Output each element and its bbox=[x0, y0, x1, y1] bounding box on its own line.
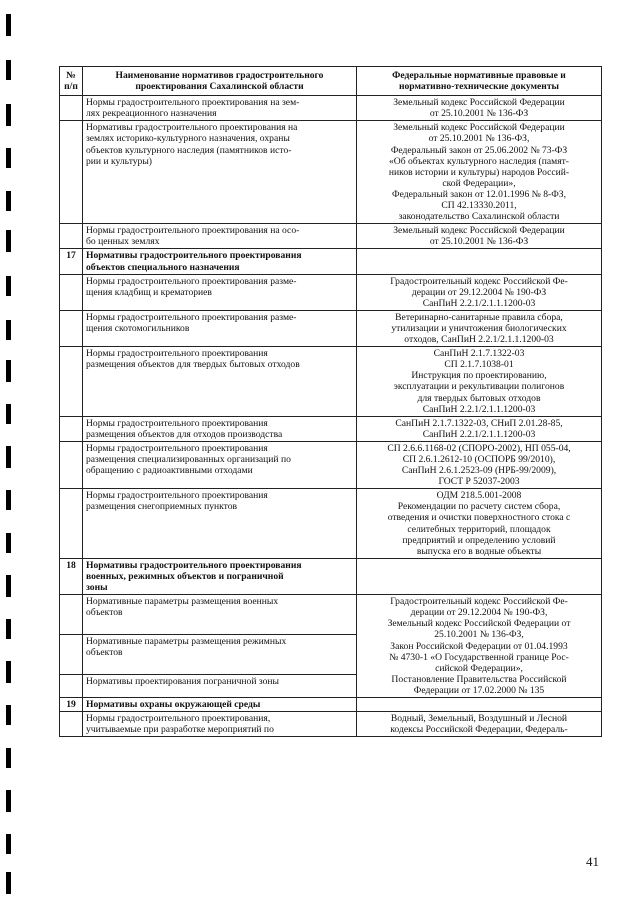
federal-documents bbox=[357, 558, 602, 594]
document-line: Земельный кодекс Российской Федерации bbox=[393, 225, 565, 237]
binding-mark bbox=[6, 661, 11, 683]
document-line: СП 2.1.7.1038-01 bbox=[444, 359, 514, 371]
norm-name bbox=[83, 347, 357, 417]
binding-mark bbox=[6, 575, 11, 597]
table-header-row bbox=[60, 67, 602, 96]
binding-mark bbox=[6, 148, 11, 168]
norm-name bbox=[83, 635, 357, 675]
federal-documents bbox=[357, 96, 602, 121]
norm-name-line: объектов специального назначения bbox=[86, 261, 240, 273]
row-number bbox=[60, 224, 83, 249]
row-number: 17 bbox=[60, 249, 83, 274]
document-line: Земельный кодекс Российской Федерации от bbox=[387, 618, 571, 630]
section-row bbox=[60, 249, 602, 274]
table-row bbox=[60, 224, 602, 249]
document-line: ГОСТ Р 52037-2003 bbox=[438, 476, 520, 488]
document-line: СП 2.6.1.2612-10 (ОСПОРБ 99/2010), bbox=[402, 454, 556, 465]
document-line: Земельный кодекс Российской Федерации bbox=[393, 97, 565, 109]
norm-name-line: Нормы градостроительного проектирования bbox=[86, 348, 268, 360]
norm-name bbox=[83, 96, 357, 121]
norm-name-line: Нормативы градостроительного проектирования на bbox=[86, 122, 298, 134]
norm-name-line: Нормативные параметры размещения военных bbox=[86, 596, 279, 608]
row-number bbox=[60, 121, 83, 224]
norm-name-line: Нормативы проектирования пограничной зоны bbox=[86, 676, 279, 688]
norm-name-line: Нормативы градостроительного проектирования bbox=[86, 559, 302, 571]
document-line: сийской Федерации», bbox=[435, 662, 523, 674]
norm-name bbox=[83, 441, 357, 488]
norm-name-line: Нормы градостроительного проектирования bbox=[86, 417, 268, 429]
federal-documents bbox=[357, 224, 602, 249]
binding-mark bbox=[6, 619, 11, 639]
row-number bbox=[60, 675, 83, 698]
document-line: Градостроительный кодекс Российской Фе- bbox=[390, 275, 568, 287]
binding-mark bbox=[6, 790, 11, 812]
row-number: 18 bbox=[60, 558, 83, 594]
document-line: СанПиН 2.2.1/2.1.1.1200-03 bbox=[422, 428, 536, 440]
document-line: предприятий и определению условий bbox=[402, 534, 556, 546]
federal-documents bbox=[357, 121, 602, 224]
norm-name-line: бо ценных землях bbox=[86, 236, 160, 248]
binding-mark bbox=[6, 104, 11, 126]
document-line: от 25.10.2001 № 136-ФЗ bbox=[429, 236, 529, 248]
document-line: СП 42.13330.2011, bbox=[441, 200, 517, 212]
table-row bbox=[60, 121, 602, 224]
row-number bbox=[60, 489, 83, 559]
binding-mark bbox=[6, 230, 11, 252]
binding-mark bbox=[6, 14, 11, 36]
document-line: отходов, СанПиН 2.2.1/2.1.1.1200-03 bbox=[404, 334, 554, 346]
document-line: Закон Российской Федерации от 01.04.1993 bbox=[390, 640, 568, 652]
document-line: СанПиН 2.2.1/2.1.1.1200-03 bbox=[422, 403, 536, 415]
binding-mark bbox=[6, 748, 11, 768]
document-line: кодексы Российской Федерации, Федераль- bbox=[390, 724, 568, 736]
federal-documents bbox=[357, 697, 602, 711]
norm-name-line: Нормы градостроительного проектирования разме- bbox=[86, 311, 297, 323]
document-line: от 25.10.2001 № 136-ФЗ, bbox=[428, 133, 530, 145]
norm-name bbox=[83, 310, 357, 346]
norm-name bbox=[83, 416, 357, 441]
row-number bbox=[60, 595, 83, 635]
regulations-table bbox=[59, 66, 602, 737]
document-line: для твердых бытовых отходов bbox=[417, 392, 541, 404]
section-title bbox=[83, 558, 357, 594]
norm-name-line: размещения специализированных организаций по bbox=[86, 454, 291, 465]
document-line: отведения и очистки поверхностного стока с bbox=[387, 512, 571, 524]
federal-documents bbox=[357, 595, 602, 698]
norm-name-line: рии и культуры) bbox=[86, 155, 152, 167]
document-line: Рекомендации по расчету систем сбора, bbox=[397, 501, 561, 513]
table-row bbox=[60, 441, 602, 488]
document-line: дерации от 29.12.2004 № 190-ФЗ bbox=[411, 286, 547, 298]
norm-name-line: лях рекреационного назначения bbox=[86, 108, 217, 120]
section-title bbox=[83, 697, 357, 711]
row-number bbox=[60, 712, 83, 737]
federal-documents bbox=[357, 712, 602, 737]
document-line: Градостроительный кодекс Российской Фе- bbox=[390, 596, 568, 608]
federal-documents bbox=[357, 310, 602, 346]
norm-name-line: Нормы градостроительного проектирования, bbox=[86, 713, 271, 725]
binding-mark bbox=[6, 191, 11, 211]
document-line: 25.10.2001 № 136-ФЗ, bbox=[434, 629, 524, 641]
document-line: ников истории и культуры) народов Россий- bbox=[388, 166, 570, 178]
row-number bbox=[60, 310, 83, 346]
norm-name bbox=[83, 121, 357, 224]
norm-name bbox=[83, 274, 357, 310]
table-body bbox=[60, 96, 602, 737]
federal-documents bbox=[357, 274, 602, 310]
header-number: № п/п bbox=[60, 67, 83, 96]
row-number bbox=[60, 416, 83, 441]
table-row bbox=[60, 489, 602, 559]
page-number: 41 bbox=[586, 854, 599, 869]
norm-name-line: щения кладбищ и крематориев bbox=[86, 286, 212, 298]
norm-name-line: Нормы градостроительного проектирования bbox=[86, 442, 268, 454]
document-line: выпуска его в водные объекты bbox=[416, 545, 542, 557]
norm-name-line: Нормы градостроительного проектирования bbox=[86, 490, 268, 502]
document-line: утилизации и уничтожения биологических bbox=[391, 322, 567, 334]
norm-name-line: Нормы градостроительного проектирования на осо- bbox=[86, 225, 300, 237]
document-line: ОДМ 218.5.001-2008 bbox=[436, 490, 522, 502]
row-number bbox=[60, 96, 83, 121]
document-line: СП 2.6.6.1168-02 (СПОРО-2002), НП 055-04, bbox=[387, 442, 571, 454]
header-documents: Федеральные нормативные правовые и нормативно-технические документы bbox=[357, 67, 602, 96]
document-line: законодательство Сахалинской области bbox=[398, 211, 560, 223]
document-line: Федеральный закон от 12.01.1996 № 8-ФЗ, bbox=[392, 188, 566, 200]
document-line: Постановление Правительства Российской bbox=[391, 673, 567, 685]
section-row bbox=[60, 697, 602, 711]
row-number bbox=[60, 441, 83, 488]
norm-name-line: щения скотомогильников bbox=[86, 322, 190, 334]
header-name: Наименование нормативов градостроительного проектирования Сахалинской области bbox=[83, 67, 357, 96]
binding-mark bbox=[6, 872, 11, 894]
norm-name bbox=[83, 224, 357, 249]
norm-name-line: размещения объектов для отходов производства bbox=[86, 428, 283, 440]
norm-name bbox=[83, 489, 357, 559]
document-line: «Об объектах культурного наследия (памят- bbox=[389, 155, 569, 167]
binding-mark bbox=[6, 490, 11, 510]
norm-name-line: Нормативы охраны окружающей среды bbox=[86, 698, 261, 710]
table-row bbox=[60, 96, 602, 121]
federal-documents bbox=[357, 249, 602, 274]
row-number bbox=[60, 274, 83, 310]
document-line: от 25.10.2001 № 136-ФЗ bbox=[429, 108, 529, 120]
document-line: селитебных территорий, площадок bbox=[407, 523, 551, 535]
binding-mark bbox=[6, 404, 11, 424]
federal-documents bbox=[357, 347, 602, 417]
document-line: Водный, Земельный, Воздушный и Лесной bbox=[390, 713, 568, 725]
norm-name-line: размещения объектов для твердых бытовых отходов bbox=[86, 359, 300, 371]
table-row bbox=[60, 347, 602, 417]
document-line: СанПиН 2.6.1.2523-09 (НРБ-99/2009), bbox=[401, 465, 557, 477]
norm-name-line: землях историко-культурного назначения, охраны bbox=[86, 133, 290, 145]
norm-name-line: объектов bbox=[86, 607, 123, 619]
table-row bbox=[60, 595, 602, 635]
table-row bbox=[60, 712, 602, 737]
federal-documents bbox=[357, 416, 602, 441]
binding-mark bbox=[6, 320, 11, 340]
document-line: Федеральный закон от 25.06.2002 № 73-ФЗ bbox=[390, 144, 568, 156]
norm-name bbox=[83, 595, 357, 635]
federal-documents bbox=[357, 489, 602, 559]
norm-name-line: учитываемые при разработке мероприятий по bbox=[86, 724, 274, 736]
federal-documents bbox=[357, 441, 602, 488]
document-line: Ветеринарно-санитарные правила сбора, bbox=[395, 311, 563, 323]
document-line: дерации от 29.12.2004 № 190-ФЗ, bbox=[410, 607, 548, 619]
norm-name-line: Нормы градостроительного проектирования разме- bbox=[86, 275, 297, 287]
document-line: СанПиН 2.1.7.1322-03 bbox=[433, 348, 525, 360]
document-line: СанПиН 2.2.1/2.1.1.1200-03 bbox=[422, 297, 536, 309]
norm-name-line: Нормативные параметры размещения режимных bbox=[86, 636, 287, 648]
binding-mark bbox=[6, 276, 11, 296]
table-row bbox=[60, 310, 602, 346]
document-line: СанПиН 2.1.7.1322-03, СНиП 2.01.28-85, bbox=[395, 417, 563, 429]
document-line: ской Федерации», bbox=[442, 177, 516, 189]
row-number: 19 bbox=[60, 697, 83, 711]
norm-name-line: обращению с радиоактивными отходами bbox=[86, 465, 253, 477]
row-number bbox=[60, 635, 83, 675]
norm-name bbox=[83, 675, 357, 698]
table-row bbox=[60, 274, 602, 310]
norm-name-line: зоны bbox=[86, 582, 108, 594]
norm-name-line: Нормативы градостроительного проектирования bbox=[86, 250, 302, 262]
binding-mark bbox=[6, 60, 11, 80]
document-line: № 4730-1 «О Государственной границе Рос- bbox=[389, 651, 569, 663]
regulations-table-container bbox=[59, 66, 601, 737]
norm-name-line: объектов культурного наследия (памятников исто- bbox=[86, 144, 292, 156]
binding-mark bbox=[6, 360, 11, 382]
norm-name bbox=[83, 712, 357, 737]
row-number bbox=[60, 347, 83, 417]
binding-mark bbox=[6, 705, 11, 725]
binding-mark bbox=[6, 533, 11, 553]
document-line: эксплуатации и рекультивации полигонов bbox=[393, 381, 565, 393]
norm-name-line: объектов bbox=[86, 647, 123, 659]
norm-name-line: военных, режимных объектов и пограничной bbox=[86, 570, 284, 582]
document-line: Федерации от 17.02.2000 № 135 bbox=[413, 684, 545, 696]
binding-mark bbox=[6, 446, 11, 468]
norm-name-line: Нормы градостроительного проектирования на зем- bbox=[86, 97, 300, 109]
document-line: Инструкция по проектированию, bbox=[411, 370, 547, 382]
section-title bbox=[83, 249, 357, 274]
section-row bbox=[60, 558, 602, 594]
document-line: Земельный кодекс Российской Федерации bbox=[393, 122, 565, 134]
norm-name-line: размещения снегоприемных пунктов bbox=[86, 501, 238, 513]
table-row bbox=[60, 416, 602, 441]
binding-mark bbox=[6, 834, 11, 854]
